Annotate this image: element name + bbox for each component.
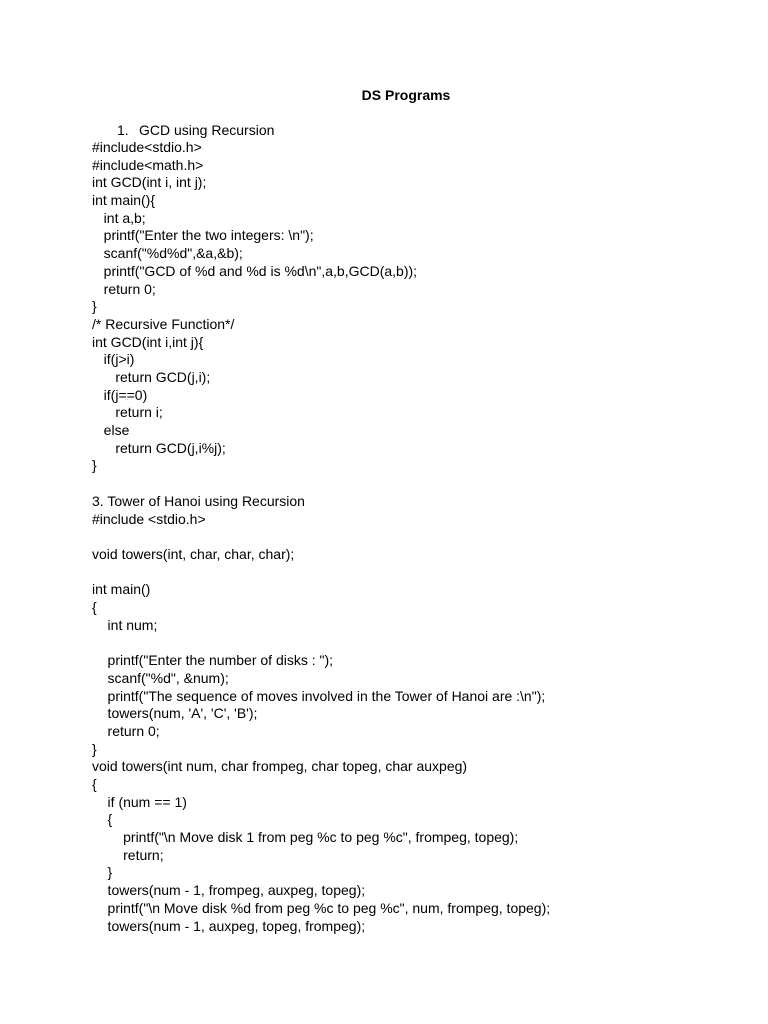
gcd-code-line: return i;	[92, 404, 163, 421]
hanoi-code-line: void towers(int num, char frompeg, char topeg, char auxpeg)	[92, 758, 468, 775]
gcd-code-line: printf("Enter the two integers: \n");	[92, 227, 314, 244]
gcd-code-line: if(j>i)	[92, 351, 135, 368]
hanoi-code-line: int main()	[92, 581, 151, 598]
gcd-code-line: #include<math.h>	[92, 156, 204, 173]
hanoi-code-line: towers(num, 'A', 'C', 'B');	[92, 705, 258, 722]
hanoi-code-line: printf("The sequence of moves involved in the Tower of Hanoi are :\n");	[92, 687, 546, 704]
hanoi-code-line: {	[92, 811, 113, 828]
hanoi-code-line: {	[92, 776, 97, 792]
section-1-heading	[117, 122, 274, 139]
gcd-code-line: else	[92, 422, 130, 438]
gcd-code-line: scanf("%d%d",&a,&b);	[92, 245, 243, 262]
hanoi-code-line: void towers(int, char, char, char);	[92, 546, 295, 563]
section-1-number: 1.	[117, 122, 129, 138]
hanoi-code-block	[92, 493, 550, 935]
hanoi-code-line	[92, 635, 550, 653]
gcd-code-line: }	[92, 457, 97, 474]
hanoi-code-line: #include <stdio.h>	[92, 510, 206, 527]
gcd-code-line: return GCD(j,i%j);	[92, 439, 226, 456]
gcd-code-line: int GCD(int i,int j){	[92, 333, 204, 350]
hanoi-code-line: towers(num - 1, auxpeg, topeg, frompeg);	[92, 917, 366, 934]
hanoi-code-line: return;	[92, 846, 164, 863]
document-title: DS Programs	[361, 87, 451, 103]
hanoi-code-line: }	[92, 740, 97, 757]
hanoi-code-line: printf("Enter the number of disks : ");	[92, 652, 334, 669]
hanoi-code-line: towers(num - 1, frompeg, auxpeg, topeg);	[92, 882, 366, 899]
hanoi-code-line: scanf("%d", &num);	[92, 669, 229, 686]
gcd-code-block	[92, 139, 417, 475]
hanoi-code-line: printf("\n Move disk 1 from peg %c to peg %c", frompeg, topeg);	[92, 829, 519, 846]
hanoi-code-line	[92, 528, 550, 546]
gcd-code-line: int GCD(int i, int j);	[92, 174, 207, 191]
hanoi-code-line: }	[92, 864, 113, 881]
gcd-code-line: printf("GCD of %d and %d is %d\n",a,b,GCD(a,b));	[92, 262, 418, 279]
gcd-code-line: return 0;	[92, 280, 156, 297]
hanoi-code-line: if (num == 1)	[92, 793, 187, 810]
gcd-code-line: }	[92, 298, 97, 315]
hanoi-code-line	[92, 564, 550, 582]
hanoi-code-line: printf("\n Move disk %d from peg %c to peg %c", num, frompeg, topeg);	[92, 899, 551, 916]
section-1-heading-text: GCD using Recursion	[139, 122, 275, 138]
hanoi-code-line: return 0;	[92, 722, 160, 739]
gcd-code-line: /* Recursive Function*/	[92, 315, 235, 332]
gcd-code-line: #include<stdio.h>	[92, 139, 202, 155]
gcd-code-line: if(j==0)	[92, 386, 148, 403]
hanoi-code-line: int num;	[92, 616, 158, 633]
hanoi-code-line: {	[92, 599, 97, 616]
hanoi-heading: 3. Tower of Hanoi using Recursion	[92, 493, 305, 509]
gcd-code-line: int main(){	[92, 192, 156, 209]
gcd-code-line: return GCD(j,i);	[92, 368, 211, 385]
gcd-code-line: int a,b;	[92, 209, 146, 226]
